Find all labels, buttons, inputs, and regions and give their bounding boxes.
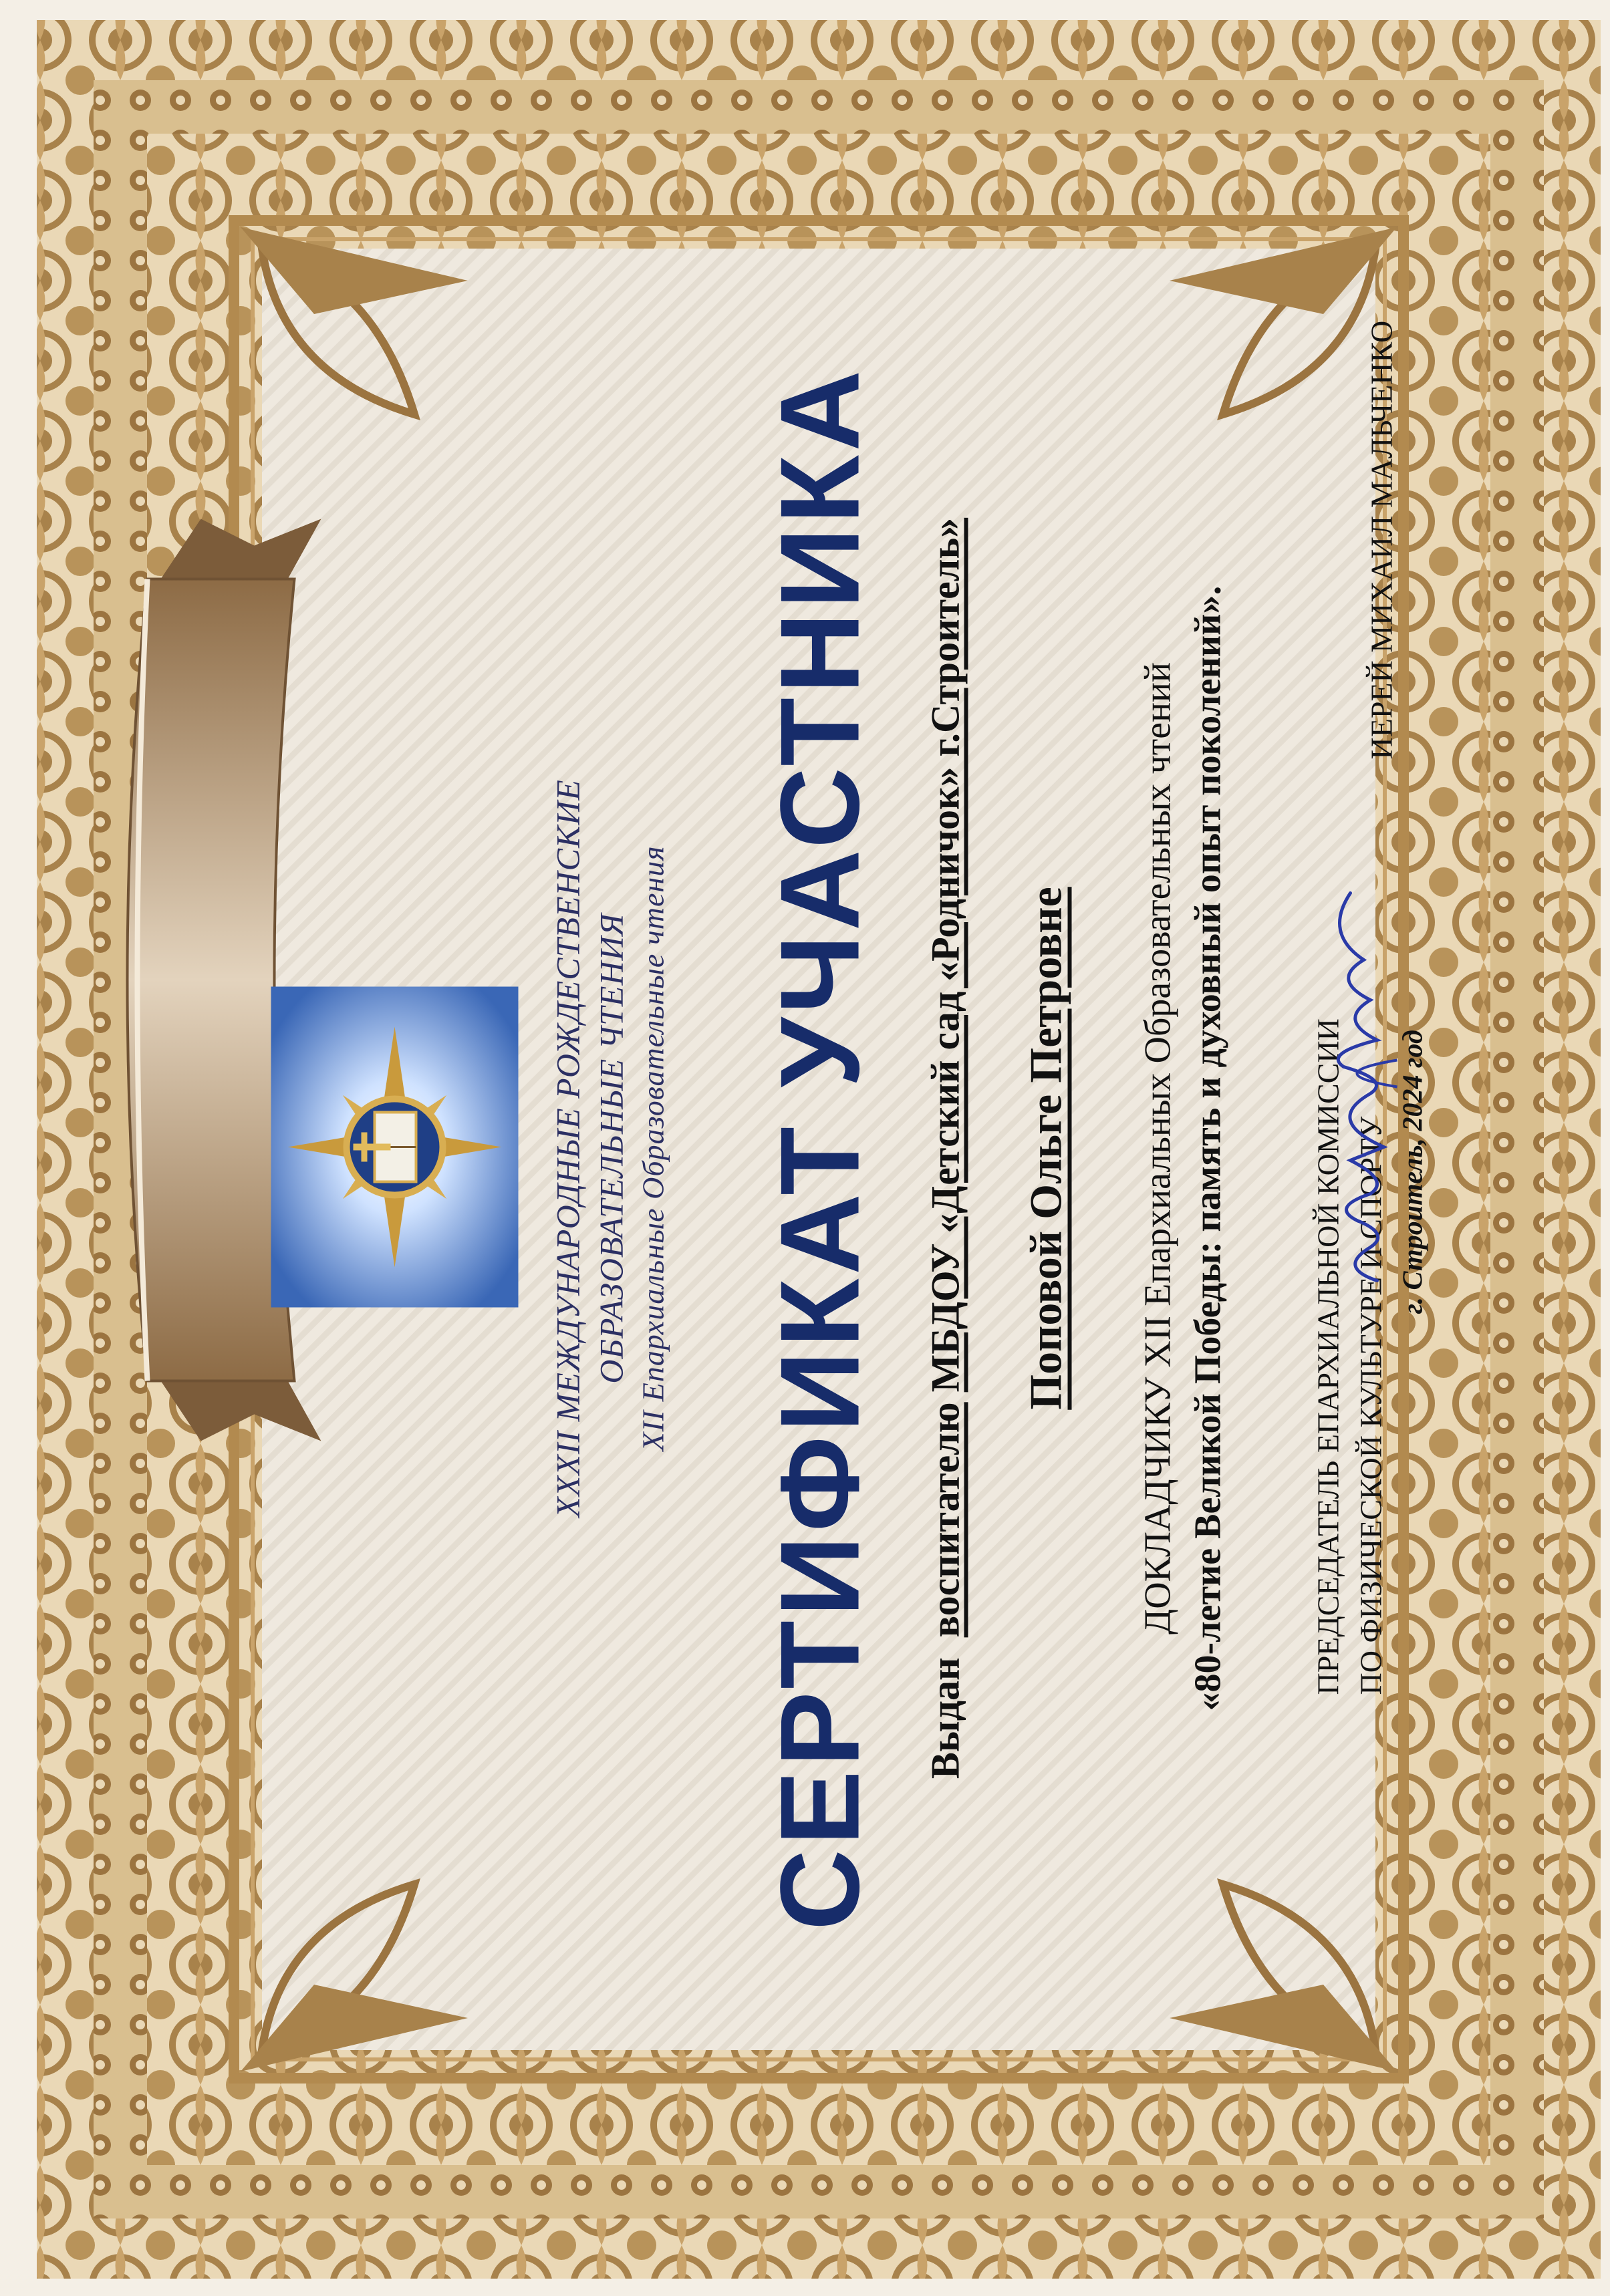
issued-position: воспитателю bbox=[923, 1401, 967, 1637]
header-line-1: XXXII МЕЖДУНАРОДНЫЕ РОЖДЕСТВЕНСКИЕ bbox=[549, 778, 586, 1518]
report-line-2: «80-летие Великой Победы: память и духовный опыт поколений». bbox=[1187, 585, 1228, 1711]
signature-mark bbox=[1310, 879, 1403, 1294]
issued-institution: МБДОУ «Детский сад «Родничок» г.Строитель» bbox=[923, 517, 967, 1392]
header-line-2: ОБРАЗОВАТЕЛЬНЫЕ ЧТЕНИЯ bbox=[592, 912, 630, 1384]
recipient-name: Поповой Ольге Петровне bbox=[1020, 886, 1071, 1410]
chairman-line-2: ПО ФИЗИЧЕСКОЙ КУЛЬТУРЕ И СПОРТУ bbox=[1353, 1116, 1387, 1695]
city-date: г. Строитель, 2024 год bbox=[1397, 1029, 1428, 1314]
report-line-1: ДОКЛАДЧИКУ XII Епархиальных Образовательных чтений bbox=[1137, 662, 1178, 1634]
readings-emblem bbox=[271, 986, 518, 1307]
signer-name: ИЕРЕЙ МИХАИЛ МАЛЬЧЕНКО bbox=[1364, 320, 1398, 759]
issued-prefix: Выдан bbox=[923, 1657, 967, 1779]
chairman-line-1: ПРЕДСЕДАТЕЛЬ ЕПАРХИАЛЬНОЙ КОМИССИИ bbox=[1311, 1018, 1345, 1695]
issued-line bbox=[922, 0, 968, 2296]
certificate-title: СЕРТИФИКАТ УЧАСТНИКА bbox=[757, 366, 882, 1930]
header-line-3: XII Епархиальные Образовательные чтения bbox=[636, 845, 670, 1451]
